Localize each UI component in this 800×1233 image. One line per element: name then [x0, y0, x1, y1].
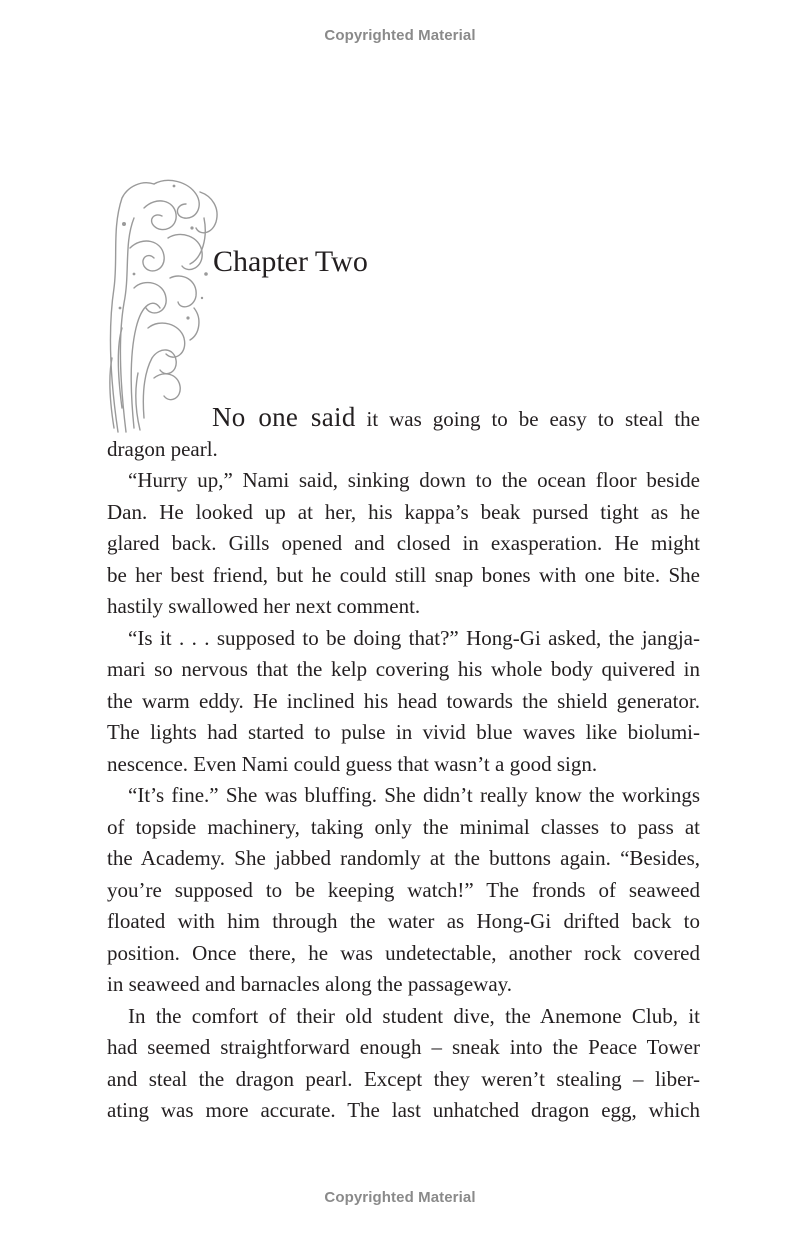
text-line — [107, 780, 700, 812]
text-line — [107, 717, 700, 749]
line-text: be her best friend, but he could still snap bones with one bite. She — [107, 562, 700, 587]
chapter-title: Chapter Two — [213, 245, 368, 278]
text-line — [107, 434, 700, 466]
line-text: had seemed straightforward enough – sneak into the Peace Tower — [107, 1035, 700, 1059]
line-text: in seaweed and barnacles along the passageway. — [107, 972, 513, 996]
copyright-watermark-top: Copyrighted Material — [324, 27, 476, 44]
text-line — [107, 1095, 700, 1127]
line-text: floated with him through the water as Hong-Gi drifted back to — [107, 909, 700, 933]
line-text: mari so nervous that the kelp covering his whole body quivered in — [107, 657, 700, 681]
line-text: “It’s fine.” She was bluffing. She didn’t really know the workings — [128, 783, 700, 807]
text-line — [107, 1064, 700, 1096]
text-line — [107, 686, 700, 718]
text-line — [107, 465, 700, 497]
text-line — [107, 969, 700, 1001]
line-text: it was going to be easy to steal the — [355, 407, 701, 431]
text-line — [107, 528, 700, 560]
line-text: “Is it . . . supposed to be doing that?” Hong-Gi asked, the jangja- — [128, 625, 700, 650]
line-text: the warm eddy. He inclined his head towards the shield generator. — [107, 688, 700, 713]
line-text: hastily swallowed her next comment. — [107, 594, 421, 618]
line-text: and steal the dragon pearl. Except they weren’t stealing – liber- — [107, 1066, 700, 1091]
text-line — [107, 843, 700, 875]
text-line — [107, 1001, 700, 1033]
line-text: dragon pearl. — [107, 436, 218, 461]
text-line — [107, 906, 700, 938]
text-line — [107, 1032, 700, 1064]
text-line — [107, 654, 700, 686]
line-text: The lights had started to pulse in vivid blue waves like biolumi- — [107, 720, 700, 744]
text-line — [107, 591, 700, 623]
line-text: position. Once there, he was undetectable, another rock covered — [107, 940, 700, 965]
line-text: In the comfort of their old student dive, the Anemone Club, it — [128, 1003, 700, 1028]
line-text: ating was more accurate. The last unhatched dragon egg, which — [107, 1098, 700, 1122]
opening-words: No one said — [212, 402, 356, 432]
line-text: glared back. Gills opened and closed in exasperation. He might — [107, 531, 700, 555]
text-line — [107, 623, 700, 655]
body-text — [107, 402, 700, 1127]
line-text: the Academy. She jabbed randomly at the buttons again. “Besides, — [107, 846, 700, 870]
copyright-watermark-bottom: Copyrighted Material — [324, 1189, 476, 1206]
line-text: of topside machinery, taking only the minimal classes to pass at — [107, 814, 700, 839]
line-text: Dan. He looked up at her, his kappa’s beak pursed tight as he — [107, 499, 700, 524]
text-line — [107, 749, 700, 781]
text-line — [107, 875, 700, 907]
text-line — [107, 497, 700, 529]
text-line — [107, 812, 700, 844]
text-line — [107, 560, 700, 592]
text-line — [107, 938, 700, 970]
wave-ornament-icon — [104, 178, 222, 434]
opening-line — [107, 402, 700, 434]
line-text: nescence. Even Nami could guess that wasn’t a good sign. — [107, 751, 598, 776]
line-text: you’re supposed to be keeping watch!” The fronds of seaweed — [107, 877, 700, 902]
line-text: “Hurry up,” Nami said, sinking down to the ocean floor beside — [128, 468, 700, 492]
